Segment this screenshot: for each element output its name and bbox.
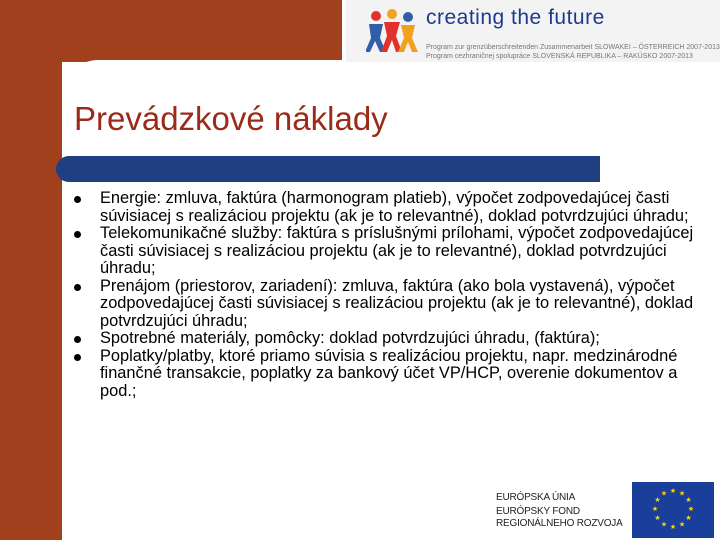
eu-label-line1: EURÓPSKA ÚNIA bbox=[496, 492, 576, 503]
svg-text:★: ★ bbox=[669, 487, 677, 495]
bullet-energy: Energie: zmluva, faktúra (harmonogram platieb), výpočet zodpovedajúcej časti súvisiacej s realizáciou projektu (ak je to relevantné), doklad potvrdzujúci úhradu; bbox=[74, 190, 694, 225]
svg-text:★: ★ bbox=[660, 520, 668, 529]
eu-label-line3: REGIONÁLNEHO ROZVOJA bbox=[496, 518, 623, 529]
bullet-rent: Prenájom (priestorov, zariadení): zmluva, faktúra (ako bola vystavená), výpočet zodpovedajúcej časti súvisiacej s realizáciou projektu (ak je to relevantné), doklad potvrdzujúci úhradu; bbox=[74, 278, 694, 331]
bullet-telecom: Telekomunikačné služby: faktúra s príslušnými prílohami, výpočet zodpovedajúcej časti súvisiacej s realizáciou projektu (ak je to relevantné), doklad potvrdzujúci úhradu; bbox=[74, 225, 694, 278]
title-underline-bar bbox=[56, 156, 600, 182]
svg-text:★: ★ bbox=[654, 514, 661, 522]
svg-text:★: ★ bbox=[685, 496, 692, 504]
svg-text:★: ★ bbox=[651, 505, 659, 513]
svg-text:★: ★ bbox=[678, 520, 686, 529]
svg-text:★: ★ bbox=[687, 505, 695, 513]
logo-title: creating the future bbox=[426, 6, 605, 29]
top-decorative-strip bbox=[62, 0, 342, 62]
eu-label-line2: EURÓPSKY FOND bbox=[496, 506, 580, 517]
eu-flag-icon bbox=[632, 482, 714, 538]
bullet-fees: Poplatky/platby, ktoré priamo súvisia s realizáciou projektu, napr. medzinárodné finančné transakcie, poplatky za bankový účet VP/HCP, overenie dokumentov a pod.; bbox=[74, 348, 694, 401]
left-decorative-bar bbox=[0, 0, 62, 540]
logo-subtitle-de: Program zur grenzüberschreitenden Zusammenarbeit SLOWAKEI – ÖSTERREICH 2007-2013 bbox=[426, 44, 720, 51]
eu-label bbox=[496, 490, 622, 530]
svg-text:★: ★ bbox=[654, 496, 661, 504]
slide-title: Prevádzkové náklady bbox=[74, 100, 388, 137]
bullet-consumables: Spotrebné materiály, pomôcky: doklad potvrdzujúci úhradu, (faktúra); bbox=[74, 330, 694, 348]
program-logo bbox=[346, 0, 720, 62]
logo-subtitle-sk: Program cezhraničnej spolupráce SLOVENSKÁ REPUBLIKA – RAKÚSKO 2007-2013 bbox=[426, 53, 693, 60]
svg-text:★: ★ bbox=[669, 523, 677, 531]
people-figures-icon bbox=[366, 8, 418, 56]
bullet-list bbox=[74, 190, 694, 400]
svg-text:★: ★ bbox=[685, 514, 692, 522]
eu-stars-icon bbox=[632, 482, 714, 538]
svg-text:★: ★ bbox=[678, 489, 686, 498]
svg-text:★: ★ bbox=[660, 489, 668, 498]
